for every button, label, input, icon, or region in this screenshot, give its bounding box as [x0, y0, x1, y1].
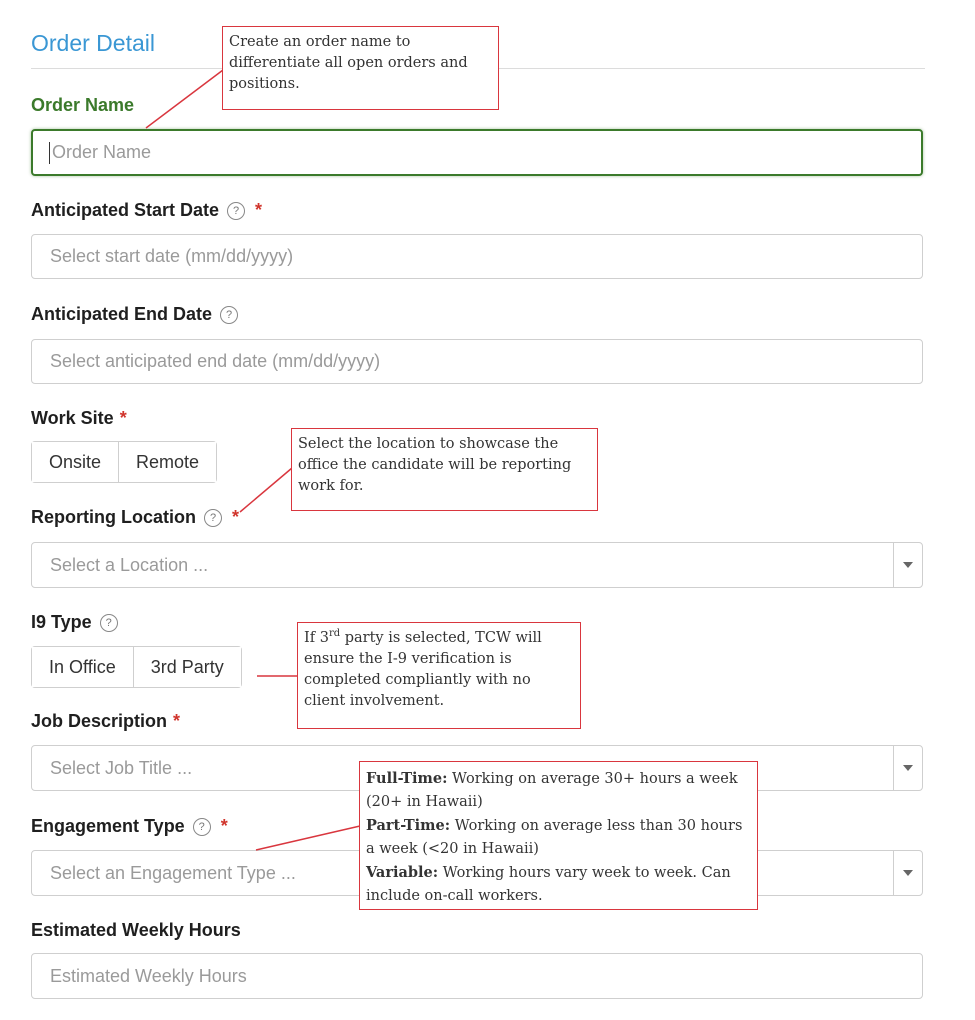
order-name-annotation	[222, 26, 499, 110]
page-title: Order Detail	[31, 30, 155, 56]
full-time-text: Working on average 30+ hours a week (20+ in Hawaii)	[366, 771, 738, 810]
engagement-full-time	[366, 767, 751, 814]
job-description-placeholder: Select Job Title ...	[50, 757, 193, 778]
connector-engagement	[256, 826, 360, 850]
engagement-type-label-text: Engagement Type	[31, 816, 185, 836]
work-site-label-text: Work Site	[31, 408, 114, 428]
start-date-label-text: Anticipated Start Date	[31, 200, 220, 220]
reporting-location-placeholder: Select a Location ...	[50, 554, 209, 575]
help-icon[interactable]: ?	[204, 509, 222, 527]
required-marker: *	[119, 408, 127, 428]
full-time-term: Full-Time:	[366, 770, 448, 787]
required-marker: *	[255, 200, 263, 220]
connector-location	[240, 468, 292, 512]
start-date-placeholder: Select start date (mm/dd/yyyy)	[50, 246, 294, 266]
work-site-onsite-button[interactable]: Onsite	[32, 442, 118, 482]
i9-annotation-pre: If 3	[304, 630, 329, 646]
help-icon[interactable]: ?	[227, 202, 245, 220]
i9-third-party-button[interactable]: 3rd Party	[133, 647, 241, 687]
required-marker: *	[220, 816, 228, 836]
part-time-term: Part-Time:	[366, 817, 451, 834]
engagement-part-time	[366, 814, 751, 861]
i9-annotation-post: party is selected, TCW will ensure the I-9 verification is completed compliantly with no client involvement.	[304, 630, 542, 709]
order-name-label-text: Order Name	[31, 95, 135, 115]
i9-annotation	[297, 622, 581, 729]
help-icon[interactable]: ?	[193, 818, 211, 836]
variable-term: Variable:	[366, 864, 439, 881]
variable-text: Working hours vary week to week. Can include on-call workers.	[366, 865, 731, 904]
engagement-variable	[366, 861, 751, 908]
work-site-remote-button[interactable]: Remote	[118, 442, 216, 482]
location-annotation	[291, 428, 598, 511]
i9-type-label-text: I9 Type	[31, 612, 92, 632]
order-name-placeholder: Order Name	[52, 142, 152, 162]
end-date-label-text: Anticipated End Date	[31, 304, 213, 324]
location-annotation-text: Select the location to showcase the office the candidate will be reporting work for.	[298, 436, 572, 494]
part-time-text: Working on average less than 30 hours a week (<20 in Hawaii)	[366, 818, 743, 857]
i9-annotation-sup: rd	[328, 628, 341, 640]
help-icon[interactable]: ?	[220, 306, 238, 324]
reporting-location-label-text: Reporting Location	[31, 507, 196, 527]
required-marker: *	[173, 711, 181, 731]
help-icon[interactable]: ?	[100, 614, 118, 632]
job-description-label-text: Job Description	[31, 711, 168, 731]
i9-in-office-button[interactable]: In Office	[32, 647, 133, 687]
engagement-annotation	[359, 761, 758, 910]
engagement-type-placeholder: Select an Engagement Type ...	[50, 862, 296, 883]
weekly-hours-placeholder: Estimated Weekly Hours	[50, 965, 247, 986]
required-marker: *	[232, 507, 240, 527]
end-date-placeholder: Select anticipated end date (mm/dd/yyyy)	[50, 351, 381, 371]
weekly-hours-label-text: Estimated Weekly Hours	[31, 920, 241, 940]
order-name-annotation-text: Create an order name to differentiate all open orders and positions.	[229, 34, 468, 92]
connector-order-name	[146, 70, 223, 128]
